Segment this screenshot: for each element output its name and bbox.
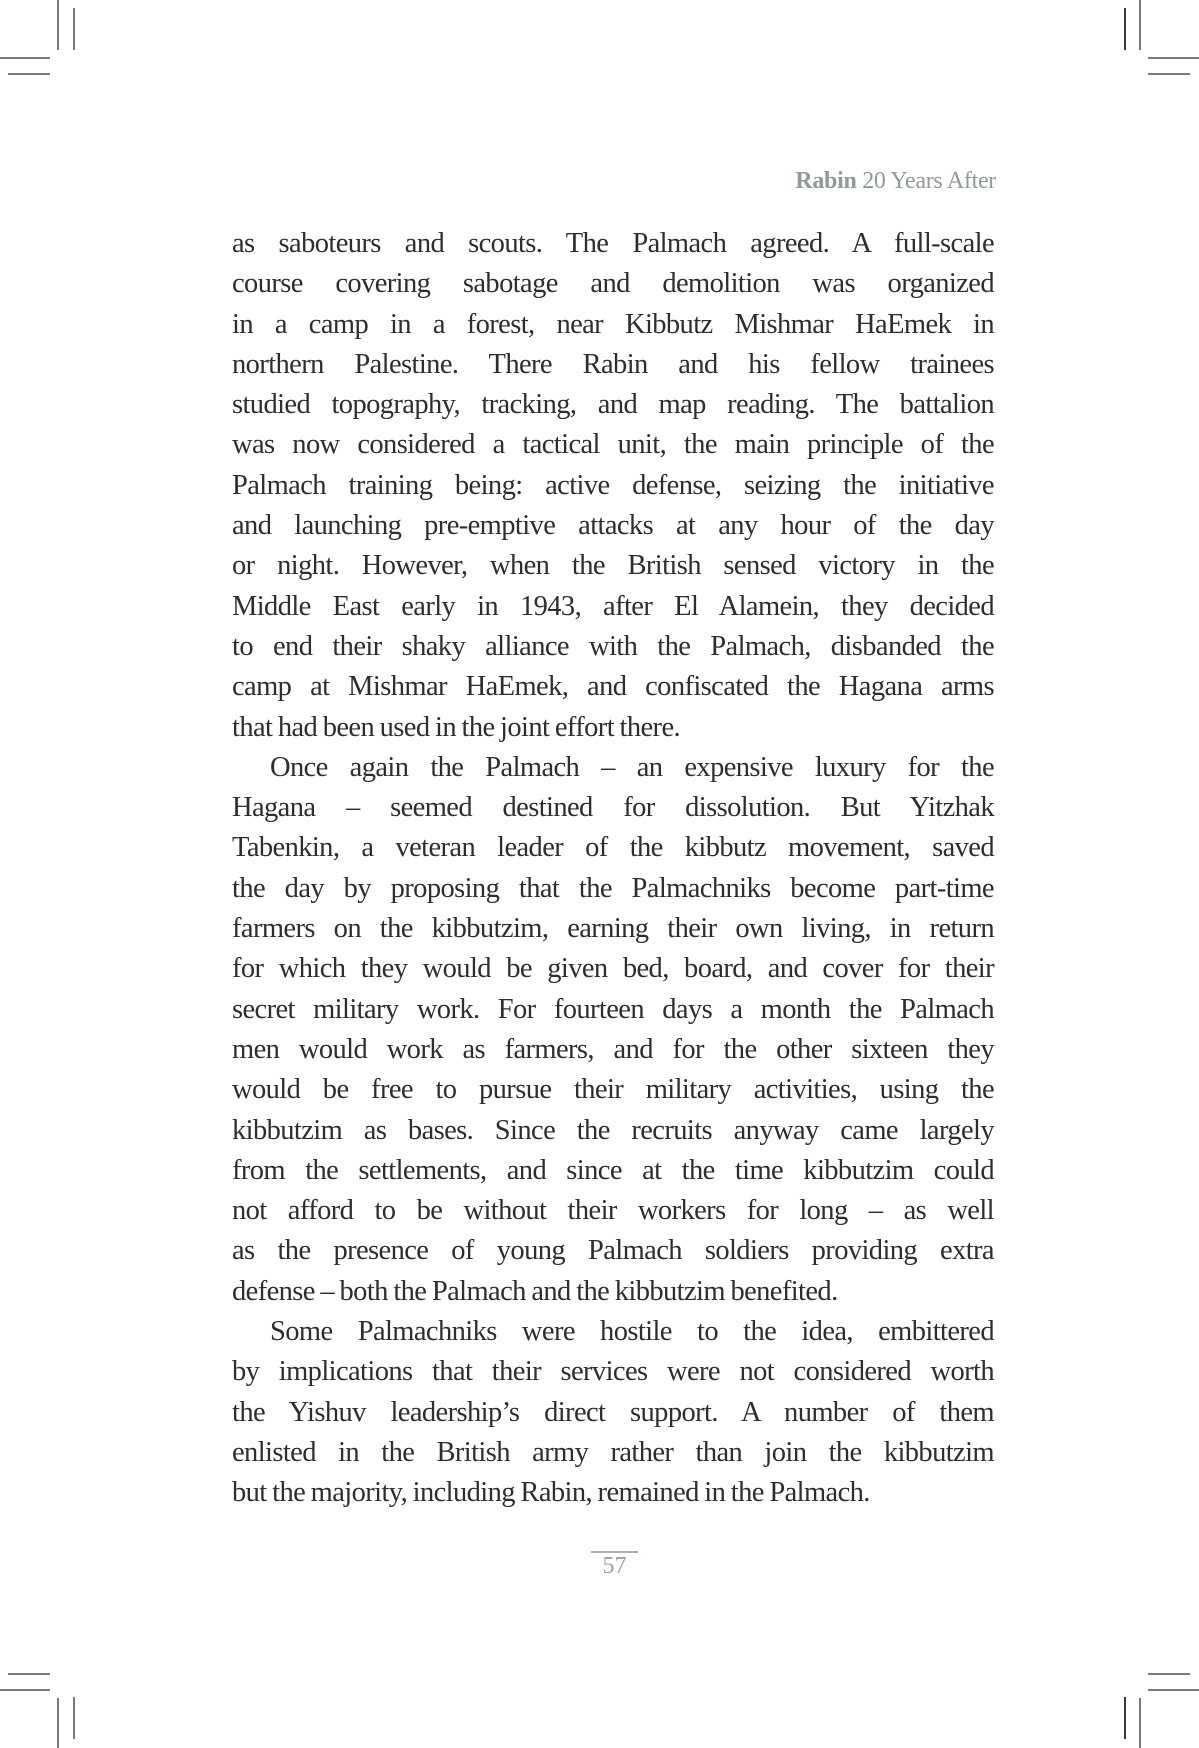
crop-mark-top-left-vertical-inner: [73, 8, 75, 50]
running-head: [700, 166, 996, 196]
text-line: secret military work. For fourteen days a month the Palmach: [232, 993, 994, 1025]
text-line: for which they would be given bed, board, and cover for their: [232, 953, 994, 985]
page-number: 57: [602, 1553, 627, 1579]
crop-mark-bottom-left-vertical-outer: [57, 1698, 59, 1748]
text-line: in a camp in a forest, near Kibbutz Mishmar HaEmek in: [232, 308, 994, 340]
body-text: [232, 224, 994, 1514]
text-line: as saboteurs and scouts. The Palmach agreed. A full-scale: [232, 228, 994, 259]
crop-mark-top-right-vertical-inner: [1124, 8, 1126, 50]
crop-mark-bottom-left-vertical-inner: [73, 1697, 75, 1739]
text-line: but the majority, including Rabin, remained in the Palmach.: [232, 1477, 870, 1509]
paragraph: [232, 1312, 994, 1513]
text-line: Hagana – seemed destined for dissolution. But Yitzhak: [232, 792, 994, 824]
crop-mark-top-right-vertical-outer: [1139, 0, 1141, 50]
crop-mark-bottom-right-vertical-outer: [1139, 1698, 1141, 1748]
text-line: kibbutzim as bases. Since the recruits anyway came largely: [232, 1114, 994, 1146]
paragraph: [232, 748, 994, 1312]
crop-mark-bottom-right-vertical-inner: [1124, 1697, 1126, 1739]
crop-mark-top-left-horizontal-inner: [8, 73, 50, 75]
text-line: or night. However, when the British sensed victory in the: [232, 550, 994, 582]
text-line: to end their shaky alliance with the Palmach, disbanded the: [232, 630, 994, 662]
text-line: northern Palestine. There Rabin and his fellow trainees: [232, 348, 994, 380]
text-line: Middle East early in 1943, after El Alamein, they decided: [232, 590, 994, 622]
running-head-book-title-rest: 20 Years After: [856, 168, 996, 194]
text-line: the Yishuv leadership’s direct support. A number of them: [232, 1396, 994, 1428]
text-line: Some Palmachniks were hostile to the idea, embittered: [270, 1316, 994, 1348]
text-line: studied topography, tracking, and map reading. The battalion: [232, 389, 994, 421]
crop-mark-top-left-vertical-outer: [57, 0, 59, 50]
text-line: defense – both the Palmach and the kibbutzim benefited.: [232, 1275, 838, 1307]
text-line: course covering sabotage and demolition was organized: [232, 268, 994, 300]
text-line: not afford to be without their workers for long – as well: [232, 1195, 994, 1227]
crop-mark-bottom-right-horizontal-outer: [1148, 1689, 1199, 1691]
text-line: camp at Mishmar HaEmek, and confiscated the Hagana arms: [232, 671, 994, 703]
text-line: Tabenkin, a veteran leader of the kibbutz movement, saved: [232, 832, 994, 864]
crop-mark-top-right-horizontal-inner: [1148, 73, 1190, 75]
crop-mark-top-left-horizontal-outer: [0, 57, 50, 59]
crop-mark-bottom-right-horizontal-inner: [1148, 1673, 1190, 1675]
text-line: the day by proposing that the Palmachniks become part-time: [232, 872, 994, 904]
crop-mark-top-right-horizontal-outer: [1148, 57, 1199, 59]
text-line: enlisted in the British army rather than join the kibbutzim: [232, 1436, 994, 1468]
text-line: men would work as farmers, and for the other sixteen they: [232, 1033, 994, 1065]
text-line: and launching pre-emptive attacks at any hour of the day: [232, 510, 994, 542]
crop-mark-bottom-left-horizontal-outer: [0, 1689, 50, 1691]
crop-mark-bottom-left-horizontal-inner: [8, 1673, 50, 1675]
text-line: from the settlements, and since at the time kibbutzim could: [232, 1154, 994, 1186]
text-line: was now considered a tactical unit, the main principle of the: [232, 429, 994, 461]
text-line: that had been used in the joint effort there.: [232, 711, 681, 743]
text-line: would be free to pursue their military activities, using the: [232, 1074, 994, 1106]
paragraph: [232, 224, 994, 748]
text-line: Once again the Palmach – an expensive luxury for the: [270, 751, 994, 783]
text-line: as the presence of young Palmach soldiers providing extra: [232, 1235, 994, 1267]
text-line: by implications that their services were not considered worth: [232, 1356, 994, 1388]
text-line: Palmach training being: active defense, seizing the initiative: [232, 469, 994, 501]
text-line: farmers on the kibbutzim, earning their own living, in return: [232, 913, 994, 945]
running-head-book-title-bold: Rabin: [795, 168, 857, 194]
